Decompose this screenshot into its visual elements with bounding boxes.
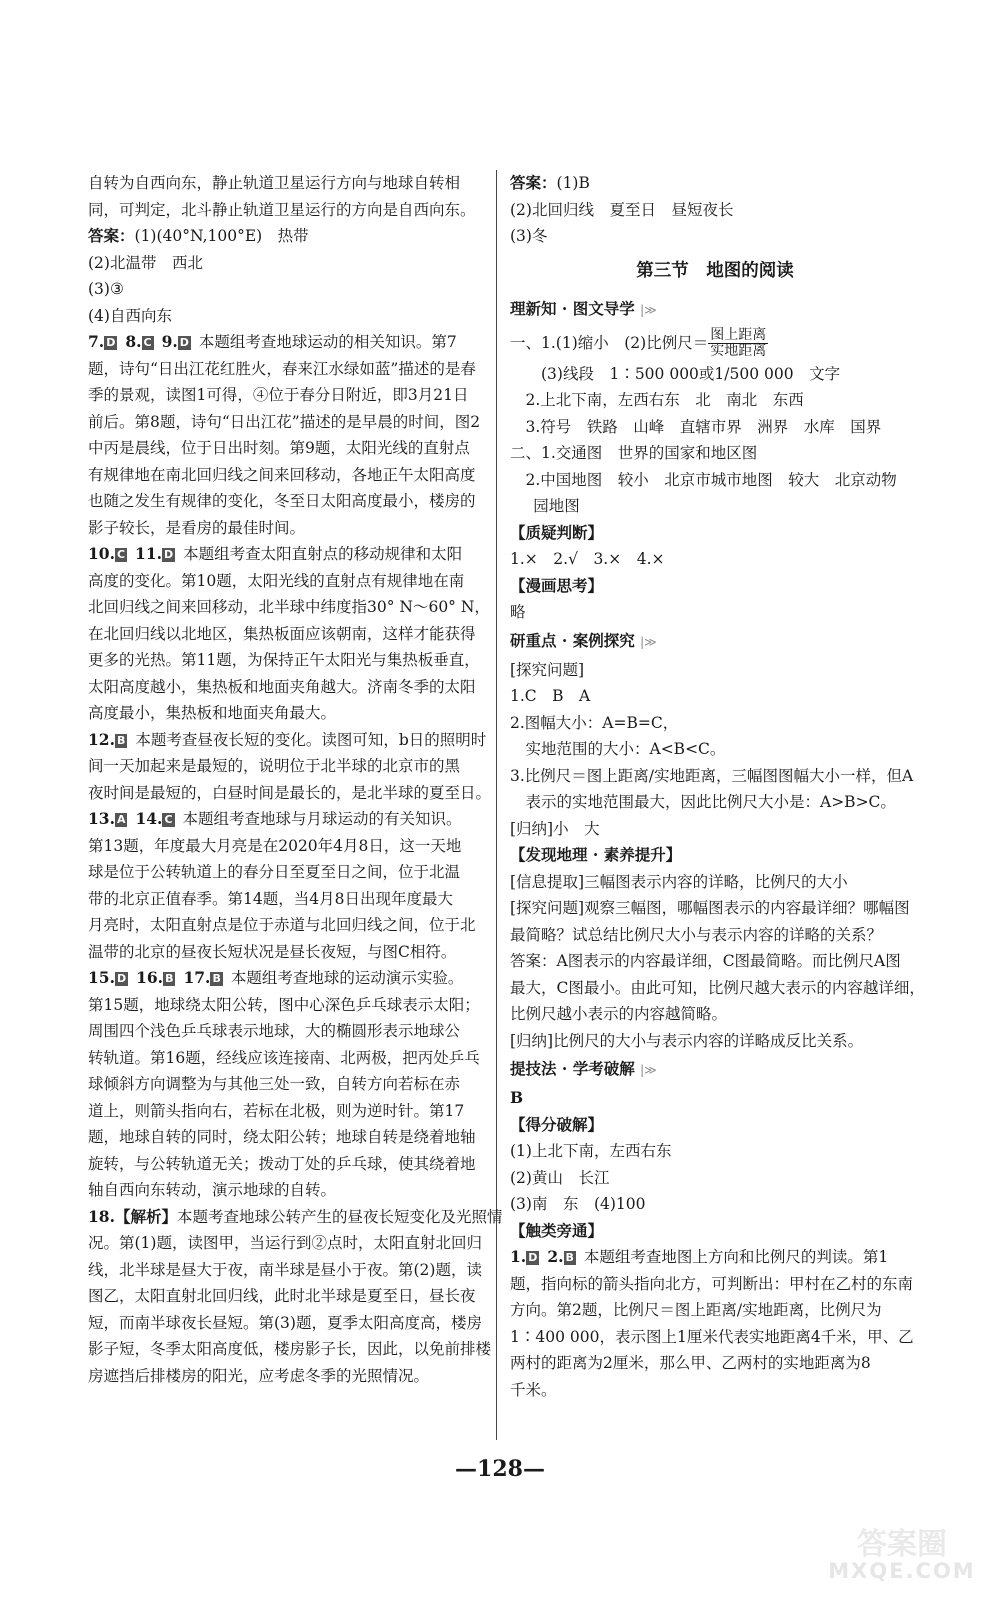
text-line — [88, 965, 488, 992]
answer-line — [510, 387, 920, 414]
left-column — [88, 170, 503, 1389]
text-line — [88, 568, 488, 595]
answer-line — [510, 361, 920, 388]
line-text: 月亮时，太阳直射点是位于赤道与北回归线之间，位于北 — [88, 916, 476, 934]
line-text: 3.符号 铁路 山峰 直辖市界 洲界 水库 国界 — [525, 417, 882, 436]
text-line — [88, 1098, 488, 1125]
line-prefix: 一、1.(1)缩小 (2)比例尺＝ — [510, 333, 709, 352]
line-text: 园地图 — [533, 497, 580, 515]
line-text: 旋转，与公转轨道无关；拨动丁处的乒乓球，使其绕着地 — [88, 1154, 476, 1173]
line-text: [信息提取]三幅图表示内容的详略，比例尺的大小 — [510, 872, 848, 891]
scale-fraction — [708, 328, 768, 359]
text-line — [88, 197, 488, 224]
manhua-answer: 略 — [510, 603, 526, 621]
line-text: 1.C B A — [510, 687, 591, 705]
line-text: (3)③ — [88, 280, 124, 298]
line-text: 第15题，地球绕太阳公转，图中心深色乒乓球表示太阳； — [88, 995, 480, 1014]
text-line — [88, 276, 488, 303]
line-text: 在北回归线以北地区，集热板面应该朝南，这样才能获得 — [88, 624, 476, 643]
text-line — [88, 992, 488, 1019]
text-line — [88, 1336, 492, 1363]
line-text: 方向。第2题，比例尺＝图上距离/实地距离，比例尺为 — [510, 1301, 882, 1319]
line-text: [探究问题] — [510, 660, 585, 679]
jifa-answer: B — [510, 1088, 524, 1107]
line-text: 前后。第8题，诗句“日出江花”描述的是早晨的时间，图2 — [88, 412, 481, 431]
line-text: 太阳高度越小，集热板和地面夹角越大。济南冬季的太阳 — [88, 677, 476, 696]
inquiry-line — [510, 657, 920, 684]
watermark-logo — [822, 1522, 982, 1584]
line-text: 1∶400 000，表示图上1厘米代表实地距离4千米，甲、乙 — [510, 1327, 914, 1346]
line-text: (4)自西向东 — [88, 306, 172, 325]
answer-badge: D — [106, 336, 116, 349]
question-number: 11. — [135, 544, 163, 563]
line-text: 答案：A图表示的内容最详细，C图最简略。而比例尺A图 — [510, 952, 901, 970]
text-line — [88, 753, 488, 780]
line-text: 间一天加起来是最短的，说明位于北半球的北京市的黑 — [88, 757, 461, 775]
analogy-line — [510, 1377, 920, 1404]
question-number: 15. — [88, 968, 115, 987]
line-text: 同，可判定，北斗静止轨道卫星运行的方向是自西向东。 — [88, 200, 476, 219]
line-text: (3)冬 — [510, 227, 548, 245]
discovery-line — [510, 869, 920, 896]
text-line — [88, 462, 488, 489]
heading-chulei: 【触类旁通】 — [510, 1220, 604, 1240]
text-line — [88, 833, 488, 860]
answer-badge: C — [164, 813, 173, 826]
heading-defen: 【得分破解】 — [510, 1114, 604, 1134]
line-text: (3)南 东 (4)100 — [510, 1195, 646, 1213]
zhiyi-answers: 1.× 2.√ 3.× 4.× — [510, 550, 665, 568]
discovery-line — [510, 1028, 920, 1055]
line-text: 2.中国地图 较小 北京市城市地图 较大 北京动物 — [525, 470, 897, 489]
question-number: 7. — [88, 332, 105, 351]
answer-line — [510, 170, 920, 197]
text-line — [88, 780, 492, 807]
question-number: 18. — [88, 1206, 115, 1226]
answer-badge: D — [164, 548, 174, 561]
line-text: 温带的北京的昼夜长短状况是昼长夜短，与图C相符。 — [88, 942, 457, 961]
text-line — [88, 303, 488, 330]
text-line — [88, 1363, 488, 1390]
text-line — [88, 806, 488, 833]
text-line — [88, 939, 488, 966]
text-line — [88, 1310, 488, 1337]
text-line — [88, 435, 488, 462]
line-text: 题，指向标的箭头指向北方，可判断出：甲村在乙村的东南 — [510, 1274, 914, 1293]
answer-line — [510, 197, 920, 224]
line-text: 千米。 — [510, 1380, 557, 1399]
discovery-line — [510, 1001, 920, 1028]
text-line — [88, 329, 488, 356]
answer-badge: B — [565, 1251, 574, 1264]
answer-badge: B — [212, 972, 221, 985]
line-text: 本题考查昼夜长短的变化。读图可知，b日的照明时 — [135, 730, 487, 749]
text-line — [88, 1124, 488, 1151]
score-line — [510, 1191, 920, 1218]
line-text: 第13题，年度最大月亮是在2020年4月8日，这一天地 — [88, 836, 462, 855]
question-number: 2. — [547, 1247, 564, 1266]
line-text: (2)北回归线 夏至日 昼短夜长 — [510, 200, 734, 219]
text-line — [88, 1230, 488, 1257]
line-text: 夜时间是最短的，白昼时间是最长的，是北半球的夏至日。 — [88, 783, 492, 802]
line-text: 题，地球自转的同时，绕太阳公转；地球自转是绕着地轴 — [88, 1128, 476, 1146]
line-text: 北回归线之间来回移动，北半球中纬度指30° N～60° N， — [88, 598, 490, 616]
line-label: 答案： — [510, 173, 557, 192]
answer-badge: D — [528, 1251, 538, 1264]
text-line — [88, 250, 488, 277]
line-text: 季的景观，读图1可得，④位于春分日附近，即3月21日 — [88, 386, 469, 404]
line-text: 有规律地在南北回归线之间来回移动，各地正午太阳高度 — [88, 465, 476, 484]
page-number: —128— — [455, 1456, 545, 1482]
text-line — [88, 223, 488, 250]
line-text: 转轨道。第16题，经线应该连接南、北两极，把丙处乒乓 — [88, 1048, 480, 1067]
answer-line — [510, 493, 920, 520]
line-text: 线，北半球是昼大于夜，南半球是昼小于夜。第(2)题，读 — [88, 1260, 482, 1279]
section-bar-label: 研重点 · 案例探究 — [510, 630, 635, 650]
question-number: 14. — [135, 809, 163, 828]
line-text: 比例尺越小表示的内容越简略。 — [510, 1005, 728, 1023]
answer-badge: A — [116, 813, 126, 826]
inquiry-line — [510, 683, 920, 710]
score-line — [510, 1165, 920, 1192]
line-text: 实地范围的大小：A<B<C。 — [525, 740, 726, 758]
text-line — [88, 621, 488, 648]
inquiry-line — [510, 763, 920, 790]
text-line — [88, 594, 488, 621]
answer-badge: B — [165, 972, 174, 985]
line-text: 两村的距离为2厘米，那么甲、乙两村的实地距离为8 — [510, 1354, 871, 1372]
line-text: [归纳]小 大 — [510, 819, 600, 838]
line-text: 2.上北下南，左西右东 北 南北 东西 — [525, 391, 804, 409]
text-line — [88, 409, 488, 436]
analogy-line — [510, 1324, 920, 1351]
text-line — [88, 647, 488, 674]
discovery-line — [510, 922, 920, 949]
fraction-denominator: 实地距离 — [710, 343, 767, 359]
analogy-line — [510, 1297, 920, 1324]
question-number: 16. — [136, 968, 164, 987]
line-text: 图乙，太阳直射北回归线，此时北半球是夏至日，昼长夜 — [88, 1287, 476, 1305]
line-text: 最大，C图最小。由此可知，比例尺越大表示的内容越详细， — [510, 978, 925, 997]
line-text: 也随之发生有规律的变化，冬至日太阳高度最小，楼房的 — [88, 492, 476, 510]
question-number: 9. — [161, 332, 178, 351]
line-text: 轴自西向东转动，演示地球的自转。 — [88, 1181, 337, 1199]
line-text: 本题组考查地球与月球运动的有关知识。 — [182, 810, 462, 828]
line-text: (2)北温带 西北 — [88, 253, 203, 272]
inquiry-line — [510, 736, 920, 763]
line-text: 高度的变化。第10题，太阳光线的直射点有规律地在南 — [88, 571, 465, 590]
line-text: 本题组考查地球的运动演示实验。 — [230, 969, 464, 987]
right-column — [510, 170, 925, 1403]
text-line — [88, 727, 488, 754]
text-line — [88, 1257, 488, 1284]
double-arrow-icon: |≫ — [640, 302, 657, 317]
section-bar-xinzhi — [510, 294, 920, 325]
text-line — [88, 1045, 488, 1072]
question-number: 13. — [88, 809, 115, 828]
text-line — [88, 1151, 488, 1178]
text-line — [88, 886, 488, 913]
discovery-line — [510, 975, 925, 1002]
inquiry-line — [510, 816, 920, 843]
text-line — [88, 1177, 488, 1204]
heading-manhua: 【漫画思考】 — [510, 575, 604, 595]
section-bar-zhongdian — [510, 626, 920, 657]
line-text: [探究问题]观察三幅图，哪幅图表示的内容最详细？哪幅图 — [510, 899, 910, 917]
answer-badge: B — [116, 733, 126, 747]
line-text: 带的北京正值春季。第14题，当4月8日出现年度最大 — [88, 889, 453, 908]
line-text: [归纳]比例尺的大小与表示内容的详略成反比关系。 — [510, 1031, 864, 1050]
line-text: 短，而南半球夜长昼短。第(3)题，夏季太阳高度高，楼房 — [88, 1313, 482, 1332]
text-line — [88, 488, 488, 515]
line-text: 最简略？试总结比例尺大小与表示内容的详略的关系？ — [510, 925, 883, 944]
text-line — [88, 170, 488, 197]
text-line — [88, 1071, 488, 1098]
double-arrow-icon: |≫ — [640, 634, 657, 649]
line-text: 更多的光热。第11题，为保持正午太阳光与集热板垂直， — [88, 651, 480, 669]
line-text: 影子短，冬季太阳高度低，楼房影子长，因此，以免前排楼 — [88, 1340, 492, 1358]
line-text: (1)B — [556, 174, 590, 192]
inquiry-line — [510, 710, 920, 737]
discovery-line — [510, 948, 920, 975]
answer-badge: D — [179, 336, 189, 349]
line-text: 道上，则箭头指向右，若标在北极，则为逆时针。第17 — [88, 1101, 465, 1120]
line-text: 本题考查地球公转产生的昼夜长短变化及光照情 — [176, 1207, 503, 1226]
text-line — [88, 1018, 488, 1045]
analogy-line — [510, 1244, 920, 1271]
line-text: 况。第(1)题，读图甲，当运行到②点时，太阳直射北回归 — [88, 1234, 482, 1252]
line-label: 答案： — [88, 226, 135, 245]
text-line — [88, 541, 488, 568]
text-line — [88, 382, 488, 409]
answer-line — [510, 467, 920, 494]
line-text: 本题组考查地球运动的相关知识。第7 — [198, 333, 457, 351]
section-bar-label: 提技法 · 学考破解 — [510, 1059, 635, 1078]
line-text: 自转为自西向东，静止轨道卫星运行方向与地球自转相 — [88, 174, 461, 192]
text-line — [88, 1204, 503, 1231]
line-text: 球倾斜方向调整为与其他三处一致，自转方向若标在赤 — [88, 1075, 461, 1093]
heading-faxian: 【发现地理 · 素养提升】 — [510, 845, 682, 864]
question-number: 8. — [125, 332, 142, 351]
score-line — [510, 1138, 920, 1165]
text-line — [88, 515, 488, 542]
answer-badge: D — [116, 972, 127, 985]
heading-zhiyi: 【质疑判断】 — [510, 522, 604, 542]
line-text: 影子较长，是看房的最佳时间。 — [88, 518, 306, 537]
text-line — [88, 356, 488, 383]
text-line — [88, 1283, 488, 1310]
analogy-line — [510, 1271, 920, 1298]
discovery-line — [510, 895, 920, 922]
answer-line-1 — [510, 325, 920, 361]
section-title: 第三节 地图的阅读 — [636, 260, 794, 281]
line-text: (2)黄山 长江 — [510, 1168, 610, 1187]
line-text: 房遮挡后排楼房的阳光，应考虑冬季的光照情况。 — [88, 1366, 430, 1385]
line-text: 2.图幅大小：A=B=C， — [510, 713, 679, 732]
line-text: 3.比例尺＝图上距离/实地距离，三幅图图幅大小一样，但A — [510, 766, 914, 785]
line-text: 高度最小，集热板和地面夹角最大。 — [88, 704, 337, 722]
question-number: 17. — [183, 968, 211, 987]
text-line — [88, 912, 488, 939]
line-text: 二、1.交通图 世界的国家和地区图 — [510, 444, 758, 462]
answer-line — [510, 414, 920, 441]
fraction-numerator: 图上距离 — [710, 327, 767, 343]
column-divider — [496, 170, 497, 1440]
watermark-subtext: MXQE.COM — [828, 1559, 976, 1583]
question-number: 10. — [88, 544, 115, 563]
watermark-text: 答案圈 — [857, 1527, 947, 1562]
text-line — [88, 700, 488, 727]
line-text: 表示的实地范围最大，因此比例尺大小是：A>B>C。 — [525, 793, 896, 811]
text-line — [88, 674, 488, 701]
line-label: 【解析】 — [114, 1206, 177, 1226]
line-text: (3)线段 1∶500 000或1/500 000 文字 — [541, 364, 841, 383]
line-text: 本题组考查太阳直射点的移动规律和太阳 — [183, 545, 463, 563]
line-text: 题，诗句“日出江花红胜火，春来江水绿如蓝”描述的是春 — [88, 359, 476, 378]
line-text: 本题组考查地图上方向和比例尺的判读。第1 — [583, 1248, 889, 1266]
section-bar-label: 理新知 · 图文导学 — [510, 298, 635, 318]
answer-badge: C — [143, 336, 152, 349]
analogy-line — [510, 1350, 920, 1377]
question-number: 12. — [88, 729, 115, 749]
answer-line — [510, 223, 920, 250]
line-text: (1)上北下南，左西右东 — [510, 1142, 672, 1160]
double-arrow-icon: |≫ — [640, 1063, 657, 1077]
line-text: 中丙是晨线，位于日出时刻。第9题，太阳光线的直射点 — [88, 439, 470, 457]
inquiry-line — [510, 789, 920, 816]
answer-badge: C — [116, 548, 126, 561]
line-text: 球是位于公转轨道上的春分日至夏至日之间，位于北温 — [88, 863, 461, 881]
line-text: 周围四个浅色乒乓球表示地球，大的椭圆形表示地球公 — [88, 1022, 461, 1040]
question-number: 1. — [510, 1247, 527, 1266]
line-text: (1)(40°N,100°E) 热带 — [134, 227, 309, 245]
answer-line — [510, 440, 920, 467]
section-bar-jifa — [510, 1054, 920, 1085]
text-line — [88, 859, 488, 886]
